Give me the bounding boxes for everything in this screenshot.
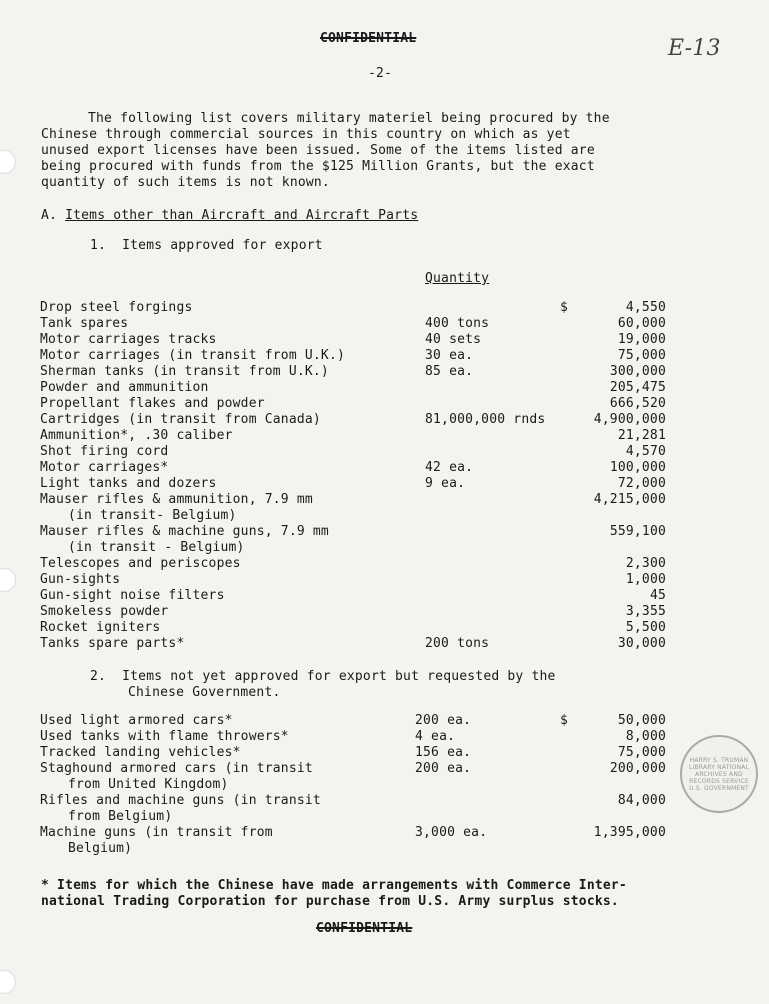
item-quantity: 200 ea.: [415, 713, 472, 728]
item-value: 666,520: [609, 396, 666, 411]
item-quantity: 400 tons: [425, 316, 490, 331]
table-row: [40, 793, 680, 809]
table-row: [40, 745, 680, 761]
table-row: [40, 412, 680, 428]
item-name-continuation: (in transit - Belgium): [68, 540, 245, 555]
handwritten-note: E-13: [668, 36, 721, 61]
item-value: 60,000: [617, 316, 666, 331]
item-name: Used tanks with flame throwers*: [40, 729, 289, 744]
intro-line: The following list covers military materiel being procured by the: [88, 111, 610, 126]
item-value: 1,395,000: [593, 825, 666, 840]
item-value: 100,000: [609, 460, 666, 475]
table-row-continuation: [40, 540, 680, 556]
item-value: 21,281: [617, 428, 666, 443]
item-name: Used light armored cars*: [40, 713, 233, 728]
page-number: -2-: [368, 66, 393, 81]
item-value: 50,000: [617, 713, 666, 728]
item-name: Rifles and machine guns (in transit: [40, 793, 321, 808]
item-name-continuation: from United Kingdom): [68, 777, 229, 792]
table-row-continuation: [40, 841, 680, 857]
table-row: [40, 556, 680, 572]
table-row: [40, 524, 680, 540]
item-name: Tracked landing vehicles*: [40, 745, 241, 760]
table-row: [40, 460, 680, 476]
table-row: [40, 620, 680, 636]
table-row: [40, 316, 680, 332]
item-name: Light tanks and dozers: [40, 476, 217, 491]
item-name: Tank spares: [40, 316, 129, 331]
table-row: [40, 396, 680, 412]
item-name: Motor carriages tracks: [40, 332, 217, 347]
subsection-2-heading: [90, 669, 556, 701]
table-row: [40, 380, 680, 396]
item-name: Mauser rifles & machine guns, 7.9 mm: [40, 524, 329, 539]
item-quantity: 200 ea.: [415, 761, 472, 776]
item-name: Rocket igniters: [40, 620, 161, 635]
section-a-heading: [41, 208, 418, 223]
footnote-line: * Items for which the Chinese have made arrangements with Commerce Inter-: [41, 878, 627, 893]
punch-hole: [0, 568, 16, 592]
item-value: 30,000: [617, 636, 666, 651]
table-row: [40, 636, 680, 652]
item-quantity: 81,000,000 rnds: [425, 412, 546, 427]
item-quantity: 4 ea.: [415, 729, 456, 744]
item-value: 3,355: [625, 604, 666, 619]
intro-line: being procured with funds from the $125 Million Grants, but the exact: [41, 159, 595, 174]
table-row: [40, 300, 680, 316]
item-name: Tanks spare parts*: [40, 636, 185, 651]
table-row: [40, 476, 680, 492]
item-name: Shot firing cord: [40, 444, 169, 459]
punch-hole: [0, 970, 16, 994]
table-row: [40, 713, 680, 729]
item-name: Machine guns (in transit from: [40, 825, 273, 840]
item-value: 8,000: [625, 729, 666, 744]
quantity-header: Quantity: [425, 271, 490, 286]
intro-paragraph: [41, 111, 728, 191]
section-a-title: Items other than Aircraft and Aircraft Parts: [65, 208, 419, 223]
item-quantity: 9 ea.: [425, 476, 466, 491]
table-row: [40, 364, 680, 380]
item-value: 559,100: [609, 524, 666, 539]
classification-top: CONFIDENTIAL: [320, 31, 417, 46]
item-name: Gun-sights: [40, 572, 121, 587]
table-row: [40, 729, 680, 745]
item-name: Gun-sight noise filters: [40, 588, 225, 603]
item-quantity: 40 sets: [425, 332, 482, 347]
item-value: 75,000: [617, 745, 666, 760]
item-value: 5,500: [625, 620, 666, 635]
stamp-text: HARRY S. TRUMAN LIBRARY NATIONAL ARCHIVES AND RECORDS SERVICE U.S. GOVERNMENT: [688, 756, 750, 792]
item-value: 200,000: [609, 761, 666, 776]
table-row: [40, 572, 680, 588]
footnote: [41, 878, 627, 910]
item-quantity: 3,000 ea.: [415, 825, 488, 840]
item-quantity: 200 tons: [425, 636, 490, 651]
table-row: [40, 588, 680, 604]
table-row: [40, 444, 680, 460]
table-row: [40, 825, 680, 841]
item-value: 4,215,000: [593, 492, 666, 507]
intro-line: unused export licenses have been issued. Some of the items listed are: [41, 143, 595, 158]
table-row-continuation: [40, 777, 680, 793]
item-quantity: 85 ea.: [425, 364, 474, 379]
item-name: Smokeless powder: [40, 604, 169, 619]
item-value: 75,000: [617, 348, 666, 363]
table-row: [40, 348, 680, 364]
item-name: Ammunition*, .30 caliber: [40, 428, 233, 443]
item-value: 2,300: [625, 556, 666, 571]
punch-hole: [0, 150, 16, 174]
subsection-2-title-line1: Items not yet approved for export but requested by the: [122, 669, 556, 684]
subsection-2-title-line2: Chinese Government.: [128, 685, 281, 700]
intro-line: quantity of such items is not known.: [41, 175, 330, 190]
table-row: [40, 492, 680, 508]
item-quantity: 156 ea.: [415, 745, 472, 760]
dollar-sign: $: [560, 300, 569, 315]
item-quantity: 30 ea.: [425, 348, 474, 363]
table-row: [40, 332, 680, 348]
table-row: [40, 428, 680, 444]
item-name: Cartridges (in transit from Canada): [40, 412, 321, 427]
item-name: Sherman tanks (in transit from U.K.): [40, 364, 329, 379]
table-row-continuation: [40, 809, 680, 825]
item-quantity: 42 ea.: [425, 460, 474, 475]
item-value: 4,570: [625, 444, 666, 459]
item-name: Propellant flakes and powder: [40, 396, 265, 411]
item-name: Powder and ammunition: [40, 380, 209, 395]
item-name-continuation: Belgium): [68, 841, 133, 856]
table-row: [40, 761, 680, 777]
item-name: Mauser rifles & ammunition, 7.9 mm: [40, 492, 313, 507]
footnote-line: national Trading Corporation for purchase from U.S. Army surplus stocks.: [41, 894, 619, 909]
item-value: 1,000: [625, 572, 666, 587]
classification-bottom: CONFIDENTIAL: [316, 921, 413, 936]
section-a-label: A.: [41, 208, 58, 223]
dollar-sign: $: [560, 713, 569, 728]
subsection-1-title: Items approved for export: [122, 238, 323, 253]
item-value: 300,000: [609, 364, 666, 379]
intro-line: Chinese through commercial sources in this country on which as yet: [41, 127, 571, 142]
item-name: Drop steel forgings: [40, 300, 193, 315]
item-value: 19,000: [617, 332, 666, 347]
item-value: 72,000: [617, 476, 666, 491]
subsection-2-label: 2.: [90, 669, 107, 684]
item-value: 4,900,000: [593, 412, 666, 427]
item-name: Motor carriages*: [40, 460, 169, 475]
table-row-continuation: [40, 508, 680, 524]
item-name: Telescopes and periscopes: [40, 556, 241, 571]
item-name: Staghound armored cars (in transit: [40, 761, 313, 776]
item-value: 205,475: [609, 380, 666, 395]
item-name-continuation: from Belgium): [68, 809, 173, 824]
subsection-1-label: 1.: [90, 238, 107, 253]
item-value: 45: [649, 588, 666, 603]
item-name-continuation: (in transit- Belgium): [68, 508, 237, 523]
archive-stamp: [680, 735, 758, 813]
item-value: 4,550: [625, 300, 666, 315]
item-value: 84,000: [617, 793, 666, 808]
subsection-1-heading: [90, 238, 323, 253]
table-row: [40, 604, 680, 620]
item-name: Motor carriages (in transit from U.K.): [40, 348, 346, 363]
